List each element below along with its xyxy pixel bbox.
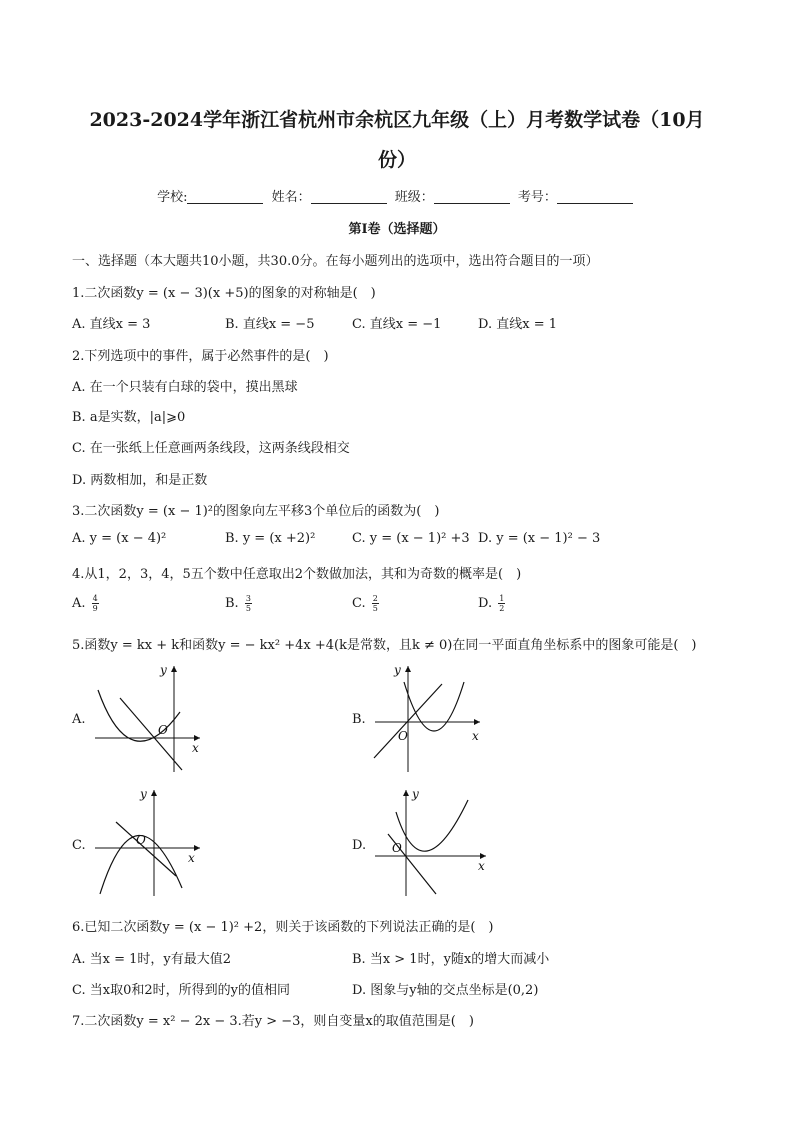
q4-option-a [72, 594, 99, 613]
q4-letter-b: B. [225, 596, 239, 611]
exam-no-label: 考号： [517, 190, 557, 205]
q1-option-d: D. 直线x = 1 [478, 317, 557, 332]
q2-option-d: D. 两数相加，和是正数 [72, 473, 208, 488]
q5-graph-d [370, 786, 490, 898]
x-axis-arrow [194, 845, 200, 851]
school-blank[interactable] [187, 189, 263, 204]
q5-option-c-label: C. [72, 838, 86, 853]
q5-graph-b [370, 662, 490, 774]
q3-option-d: D. y = (x − 1)² − 3 [478, 531, 601, 546]
q4-option-b [225, 594, 252, 613]
q6-option-d: D. 图象与y轴的交点坐标是(0,2) [352, 983, 539, 998]
q6-option-b: B. 当x > 1时，y随x的增大而减小 [352, 952, 550, 967]
volume-title: 第I卷（选择题） [348, 222, 446, 237]
q1-option-b: B. 直线x = −5 [225, 317, 315, 332]
q4-fraction-b: $\frac{3}{5}$ [245, 594, 251, 613]
q4-option-c [352, 594, 379, 613]
q3-option-c: C. y = (x − 1)² +3 [352, 531, 470, 546]
q4-option-d [478, 594, 505, 613]
y-axis-arrow [151, 790, 157, 796]
question-1-stem: 1.二次函数y = (x − 3)(x +5)的图象的对称轴是( ) [72, 286, 376, 301]
q5-option-d-label: D. [352, 838, 367, 853]
q4-fraction-d: $\frac{1}{2}$ [499, 594, 505, 613]
origin-label: O [158, 723, 168, 737]
title-line-1: 2023-2024学年浙江省杭州市余杭区九年级（上）月考数学试卷（10月 [89, 109, 705, 131]
q5-graph-c [90, 786, 210, 898]
q4-letter-d: D. [478, 596, 493, 611]
q6-option-c: C. 当x取0和2时，所得到的y的值相同 [72, 983, 290, 998]
question-5-stem: 5.函数y = kx + k和函数y = − kx² +4x +4(k是常数，且k ≠ 0)在同一平面直角坐标系中的图象可能是( ) [72, 638, 697, 653]
exam-no-blank[interactable] [557, 189, 633, 204]
line-graph [120, 698, 182, 770]
name-blank[interactable] [311, 189, 387, 204]
y-axis-arrow [403, 790, 409, 796]
question-7-stem: 7.二次函数y = x² − 2x − 3.若y > −3，则自变量x的取值范围是( ) [72, 1014, 474, 1029]
section-heading: 一、选择题（本大题共10小题，共30.0分。在每小题列出的选项中，选出符合题目的一项） [72, 254, 599, 269]
y-label: y [160, 663, 167, 677]
exam-title [60, 100, 734, 180]
parabola [404, 682, 464, 731]
question-3-stem: 3.二次函数y = (x − 1)²的图象向左平移3个单位后的函数为( ) [72, 504, 440, 519]
name-label: 姓名： [271, 190, 311, 205]
q1-option-a: A. 直线x = 3 [72, 317, 151, 332]
origin-label: O [398, 729, 408, 743]
q4-letter-c: C. [352, 596, 366, 611]
class-label: 班级： [394, 190, 434, 205]
q4-fraction-c: $\frac{2}{5}$ [372, 594, 378, 613]
q3-option-a: A. y = (x − 4)² [72, 531, 167, 546]
q2-option-b: B. a是实数，|a|⩾0 [72, 410, 186, 425]
y-axis-arrow [171, 666, 177, 672]
q4-fraction-a: $\frac{4}{9}$ [92, 594, 98, 613]
title-line-2: 份） [377, 149, 416, 171]
parabola [396, 800, 468, 851]
q5-option-a-label: A. [72, 712, 86, 727]
question-2-stem: 2.下列选项中的事件，属于必然事件的是( ) [72, 349, 329, 364]
q4-letter-a: A. [72, 596, 86, 611]
y-label: y [412, 787, 419, 801]
q5-graph-a [90, 662, 210, 774]
student-info-row [0, 186, 794, 205]
q1-option-c: C. 直线x = −1 [352, 317, 442, 332]
q2-option-a: A. 在一个只装有白球的袋中，摸出黑球 [72, 380, 298, 395]
school-label: 学校: [157, 190, 188, 205]
question-4-stem: 4.从1，2，3，4，5五个数中任意取出2个数做加法，其和为奇数的概率是( ) [72, 567, 522, 582]
y-axis-arrow [405, 666, 411, 672]
x-label: x [478, 859, 485, 873]
q2-option-c: C. 在一张纸上任意画两条线段，这两条线段相交 [72, 441, 350, 456]
origin-label: O [136, 833, 146, 847]
origin-label: O [392, 841, 402, 855]
x-label: x [188, 851, 195, 865]
question-6-stem: 6.已知二次函数y = (x − 1)² +2，则关于该函数的下列说法正确的是( ) [72, 920, 494, 935]
x-label: x [472, 729, 479, 743]
x-label: x [192, 741, 199, 755]
q5-option-b-label: B. [352, 712, 366, 727]
q3-option-b: B. y = (x +2)² [225, 531, 316, 546]
y-label: y [394, 663, 401, 677]
x-axis-arrow [474, 719, 480, 725]
q6-option-a: A. 当x = 1时，y有最大值2 [72, 952, 232, 967]
y-label: y [140, 787, 147, 801]
class-blank[interactable] [434, 189, 510, 204]
line-graph [116, 822, 176, 876]
